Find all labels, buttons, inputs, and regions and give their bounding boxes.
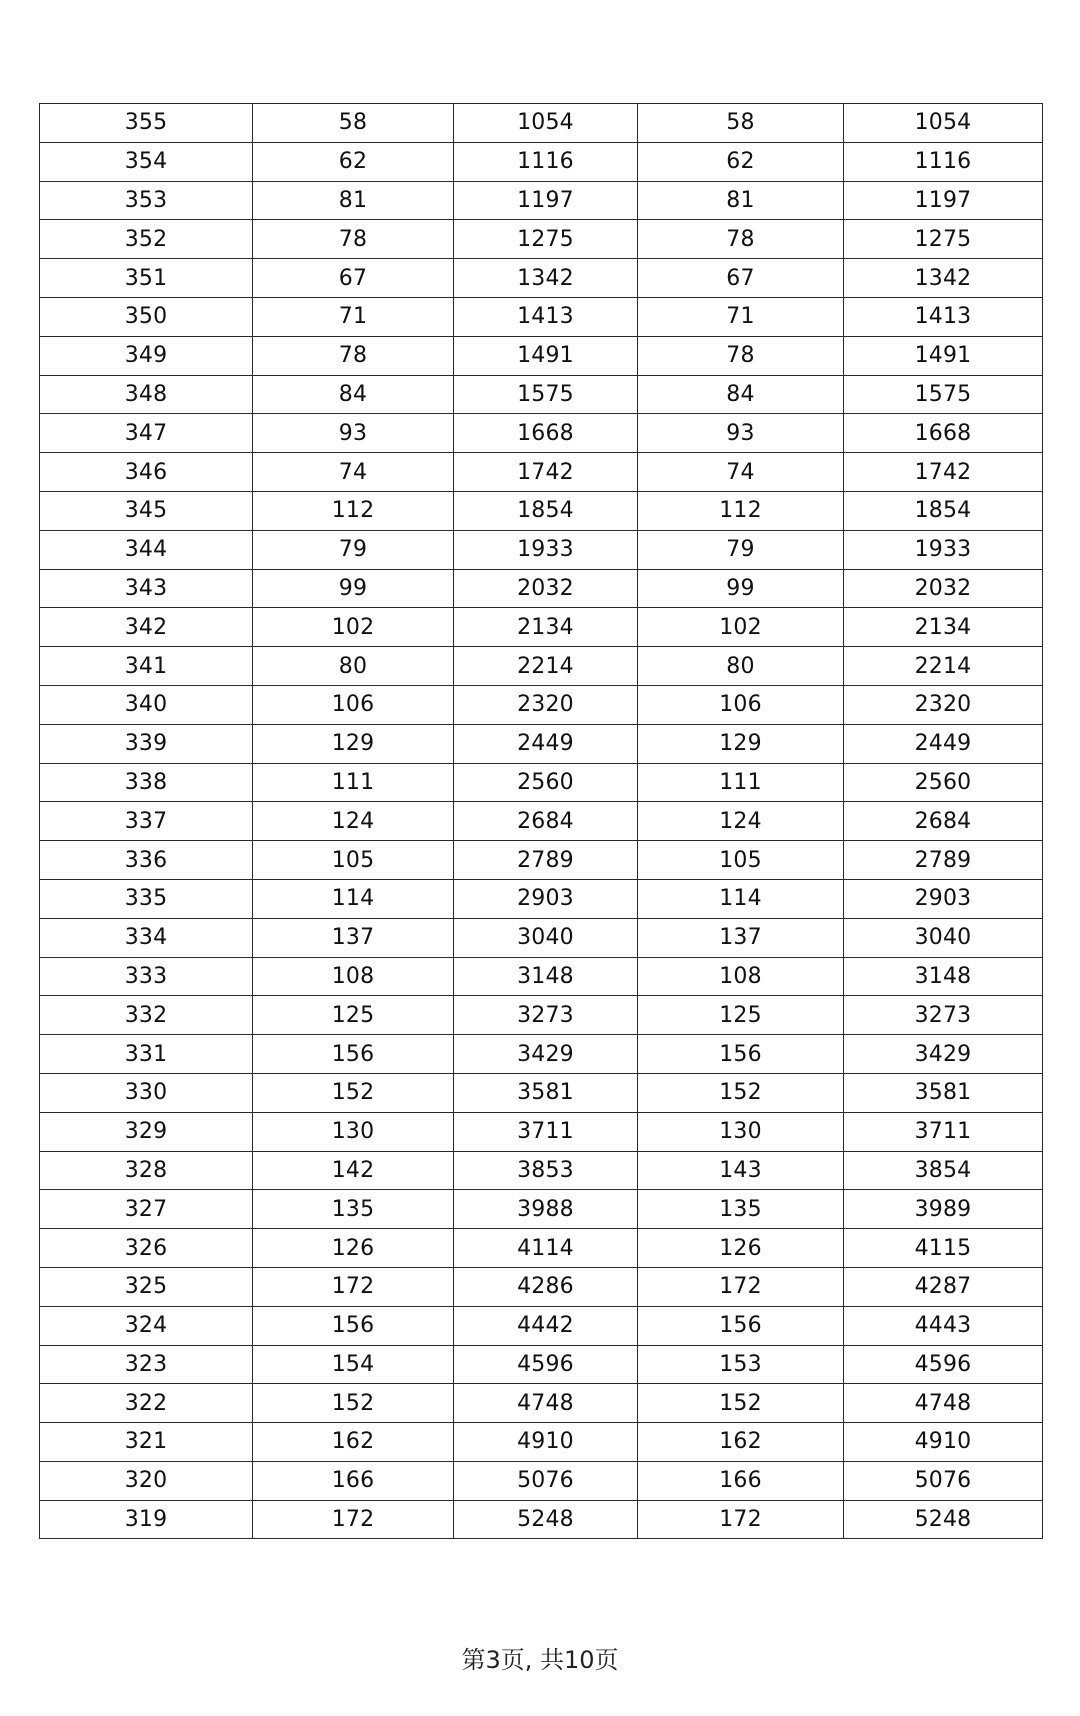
table-cell: 333: [40, 957, 253, 996]
table-cell: 1275: [844, 220, 1043, 259]
table-cell: 156: [253, 1306, 454, 1345]
table-cell: 4596: [454, 1345, 638, 1384]
table-row: [40, 1345, 1043, 1384]
table-cell: 1116: [844, 142, 1043, 181]
table-cell: 1854: [454, 491, 638, 530]
table-cell: 3429: [844, 1035, 1043, 1074]
table-cell: 4287: [844, 1267, 1043, 1306]
table-cell: 152: [253, 1384, 454, 1423]
table-cell: 323: [40, 1345, 253, 1384]
table-cell: 162: [253, 1423, 454, 1462]
table-cell: 349: [40, 336, 253, 375]
table-cell: 1742: [844, 453, 1043, 492]
table-cell: 3040: [844, 918, 1043, 957]
table-cell: 4443: [844, 1306, 1043, 1345]
table-cell: 2032: [844, 569, 1043, 608]
table-cell: 152: [253, 1073, 454, 1112]
table-cell: 137: [638, 918, 844, 957]
table-cell: 344: [40, 530, 253, 569]
table-cell: 125: [253, 996, 454, 1035]
table-cell: 130: [638, 1112, 844, 1151]
table-cell: 1491: [454, 336, 638, 375]
table-cell: 332: [40, 996, 253, 1035]
table-cell: 62: [638, 142, 844, 181]
table-row: [40, 1229, 1043, 1268]
table-cell: 4442: [454, 1306, 638, 1345]
table-cell: 1197: [844, 181, 1043, 220]
table-cell: 93: [253, 414, 454, 453]
table-row: [40, 297, 1043, 336]
table-cell: 80: [253, 647, 454, 686]
table-row: [40, 1151, 1043, 1190]
table-cell: 156: [638, 1035, 844, 1074]
table-cell: 114: [638, 879, 844, 918]
table-row: [40, 724, 1043, 763]
table-row: [40, 1035, 1043, 1074]
table-cell: 336: [40, 841, 253, 880]
table-cell: 71: [638, 297, 844, 336]
table-cell: 352: [40, 220, 253, 259]
table-cell: 1054: [454, 104, 638, 143]
table-cell: 79: [638, 530, 844, 569]
table-row: [40, 918, 1043, 957]
table-cell: 2032: [454, 569, 638, 608]
table-row: [40, 414, 1043, 453]
table-cell: 137: [253, 918, 454, 957]
table-cell: 2684: [844, 802, 1043, 841]
table-cell: 3581: [844, 1073, 1043, 1112]
table-cell: 2789: [454, 841, 638, 880]
table-cell: 324: [40, 1306, 253, 1345]
table-cell: 4910: [844, 1423, 1043, 1462]
table-cell: 1342: [844, 259, 1043, 298]
table-cell: 3711: [844, 1112, 1043, 1151]
table-cell: 166: [638, 1461, 844, 1500]
table-row: [40, 879, 1043, 918]
table-cell: 1413: [844, 297, 1043, 336]
table-cell: 81: [638, 181, 844, 220]
table-cell: 4286: [454, 1267, 638, 1306]
table-cell: 1668: [844, 414, 1043, 453]
table-cell: 338: [40, 763, 253, 802]
table-cell: 108: [253, 957, 454, 996]
table-cell: 2684: [454, 802, 638, 841]
table-cell: 355: [40, 104, 253, 143]
table-cell: 343: [40, 569, 253, 608]
table-cell: 4910: [454, 1423, 638, 1462]
table-cell: 172: [253, 1500, 454, 1539]
table-cell: 345: [40, 491, 253, 530]
table-cell: 3040: [454, 918, 638, 957]
table-cell: 2903: [454, 879, 638, 918]
table-cell: 106: [638, 685, 844, 724]
table-cell: 3429: [454, 1035, 638, 1074]
table-cell: 78: [638, 220, 844, 259]
table-cell: 2789: [844, 841, 1043, 880]
table-row: [40, 647, 1043, 686]
table-cell: 93: [638, 414, 844, 453]
table-cell: 3148: [454, 957, 638, 996]
table-row: [40, 104, 1043, 143]
table-cell: 74: [638, 453, 844, 492]
table-cell: 2134: [454, 608, 638, 647]
table-row: [40, 763, 1043, 802]
table-row: [40, 1112, 1043, 1151]
table-cell: 1854: [844, 491, 1043, 530]
table-cell: 129: [253, 724, 454, 763]
table-cell: 111: [253, 763, 454, 802]
table-cell: 156: [638, 1306, 844, 1345]
table-cell: 78: [638, 336, 844, 375]
table-cell: 1668: [454, 414, 638, 453]
table-row: [40, 491, 1043, 530]
table-cell: 156: [253, 1035, 454, 1074]
table-row: [40, 957, 1043, 996]
table-row: [40, 569, 1043, 608]
table-body: [40, 104, 1043, 1539]
table-cell: 5248: [844, 1500, 1043, 1539]
table-cell: 1197: [454, 181, 638, 220]
table-cell: 74: [253, 453, 454, 492]
table-cell: 328: [40, 1151, 253, 1190]
table-cell: 335: [40, 879, 253, 918]
table-cell: 354: [40, 142, 253, 181]
score-table: [39, 103, 1043, 1539]
table-cell: 78: [253, 336, 454, 375]
table-cell: 351: [40, 259, 253, 298]
table-cell: 2134: [844, 608, 1043, 647]
table-cell: 326: [40, 1229, 253, 1268]
table-cell: 2449: [454, 724, 638, 763]
table-cell: 1933: [844, 530, 1043, 569]
table-cell: 342: [40, 608, 253, 647]
table-cell: 124: [253, 802, 454, 841]
table-cell: 1342: [454, 259, 638, 298]
table-cell: 330: [40, 1073, 253, 1112]
table-cell: 4115: [844, 1229, 1043, 1268]
table-cell: 129: [638, 724, 844, 763]
table-cell: 325: [40, 1267, 253, 1306]
table-cell: 58: [253, 104, 454, 143]
table-cell: 1491: [844, 336, 1043, 375]
table-cell: 1116: [454, 142, 638, 181]
table-cell: 2214: [844, 647, 1043, 686]
table-cell: 3273: [844, 996, 1043, 1035]
table-cell: 58: [638, 104, 844, 143]
table-cell: 80: [638, 647, 844, 686]
table-cell: 135: [253, 1190, 454, 1229]
table-cell: 1054: [844, 104, 1043, 143]
table-cell: 106: [253, 685, 454, 724]
table-cell: 99: [253, 569, 454, 608]
table-cell: 84: [253, 375, 454, 414]
table-cell: 346: [40, 453, 253, 492]
table-cell: 3148: [844, 957, 1043, 996]
table-cell: 3854: [844, 1151, 1043, 1190]
table-cell: 111: [638, 763, 844, 802]
table-cell: 166: [253, 1461, 454, 1500]
table-row: [40, 685, 1043, 724]
table-cell: 4114: [454, 1229, 638, 1268]
table-cell: 331: [40, 1035, 253, 1074]
table-cell: 2320: [844, 685, 1043, 724]
table-cell: 5076: [454, 1461, 638, 1500]
table-cell: 334: [40, 918, 253, 957]
table-cell: 350: [40, 297, 253, 336]
table-row: [40, 220, 1043, 259]
table-cell: 4596: [844, 1345, 1043, 1384]
table-cell: 130: [253, 1112, 454, 1151]
table-row: [40, 1073, 1043, 1112]
table-cell: 3711: [454, 1112, 638, 1151]
table-row: [40, 1461, 1043, 1500]
table-row: [40, 608, 1043, 647]
table-row: [40, 530, 1043, 569]
table-cell: 3989: [844, 1190, 1043, 1229]
table-cell: 62: [253, 142, 454, 181]
table-row: [40, 1190, 1043, 1229]
table-cell: 5076: [844, 1461, 1043, 1500]
table-cell: 321: [40, 1423, 253, 1462]
table-row: [40, 375, 1043, 414]
table-cell: 135: [638, 1190, 844, 1229]
table-cell: 327: [40, 1190, 253, 1229]
table-row: [40, 841, 1043, 880]
table-cell: 67: [638, 259, 844, 298]
table-cell: 81: [253, 181, 454, 220]
table-cell: 112: [638, 491, 844, 530]
table-cell: 1275: [454, 220, 638, 259]
table-row: [40, 181, 1043, 220]
table-cell: 108: [638, 957, 844, 996]
table-cell: 320: [40, 1461, 253, 1500]
table-cell: 162: [638, 1423, 844, 1462]
table-cell: 172: [638, 1500, 844, 1539]
table-row: [40, 1267, 1043, 1306]
table-cell: 172: [253, 1267, 454, 1306]
table-cell: 353: [40, 181, 253, 220]
page-number-footer: 第3页, 共10页: [461, 1646, 619, 1674]
table-cell: 84: [638, 375, 844, 414]
table-row: [40, 802, 1043, 841]
table-cell: 153: [638, 1345, 844, 1384]
table-cell: 102: [638, 608, 844, 647]
table-cell: 2449: [844, 724, 1043, 763]
table-cell: 102: [253, 608, 454, 647]
table-cell: 2903: [844, 879, 1043, 918]
table-row: [40, 996, 1043, 1035]
table-cell: 2560: [844, 763, 1043, 802]
table-cell: 2320: [454, 685, 638, 724]
table-row: [40, 259, 1043, 298]
table-cell: 337: [40, 802, 253, 841]
table-cell: 105: [638, 841, 844, 880]
table-cell: 3581: [454, 1073, 638, 1112]
table-row: [40, 1500, 1043, 1539]
table-row: [40, 1384, 1043, 1423]
table-cell: 2560: [454, 763, 638, 802]
table-cell: 79: [253, 530, 454, 569]
table-cell: 99: [638, 569, 844, 608]
table-cell: 339: [40, 724, 253, 763]
table-cell: 143: [638, 1151, 844, 1190]
table-cell: 341: [40, 647, 253, 686]
table-cell: 5248: [454, 1500, 638, 1539]
table-cell: 340: [40, 685, 253, 724]
table-cell: 125: [638, 996, 844, 1035]
table-cell: 78: [253, 220, 454, 259]
table-cell: 1413: [454, 297, 638, 336]
table-cell: 105: [253, 841, 454, 880]
table-cell: 126: [638, 1229, 844, 1268]
table-cell: 1742: [454, 453, 638, 492]
table-cell: 329: [40, 1112, 253, 1151]
table-cell: 1575: [844, 375, 1043, 414]
table-cell: 319: [40, 1500, 253, 1539]
table-cell: 172: [638, 1267, 844, 1306]
table-cell: 348: [40, 375, 253, 414]
table-cell: 347: [40, 414, 253, 453]
table-cell: 1575: [454, 375, 638, 414]
table-row: [40, 142, 1043, 181]
table-cell: 1933: [454, 530, 638, 569]
table-row: [40, 1306, 1043, 1345]
table-cell: 154: [253, 1345, 454, 1384]
table-cell: 4748: [844, 1384, 1043, 1423]
table-cell: 67: [253, 259, 454, 298]
table-cell: 126: [253, 1229, 454, 1268]
table-cell: 2214: [454, 647, 638, 686]
table-cell: 142: [253, 1151, 454, 1190]
table-cell: 3273: [454, 996, 638, 1035]
table-row: [40, 336, 1043, 375]
table-cell: 4748: [454, 1384, 638, 1423]
table-cell: 152: [638, 1384, 844, 1423]
table-cell: 3853: [454, 1151, 638, 1190]
table-cell: 322: [40, 1384, 253, 1423]
table-cell: 3988: [454, 1190, 638, 1229]
table-cell: 124: [638, 802, 844, 841]
table-row: [40, 453, 1043, 492]
table-cell: 114: [253, 879, 454, 918]
table-cell: 71: [253, 297, 454, 336]
table-cell: 112: [253, 491, 454, 530]
table-cell: 152: [638, 1073, 844, 1112]
table-row: [40, 1423, 1043, 1462]
